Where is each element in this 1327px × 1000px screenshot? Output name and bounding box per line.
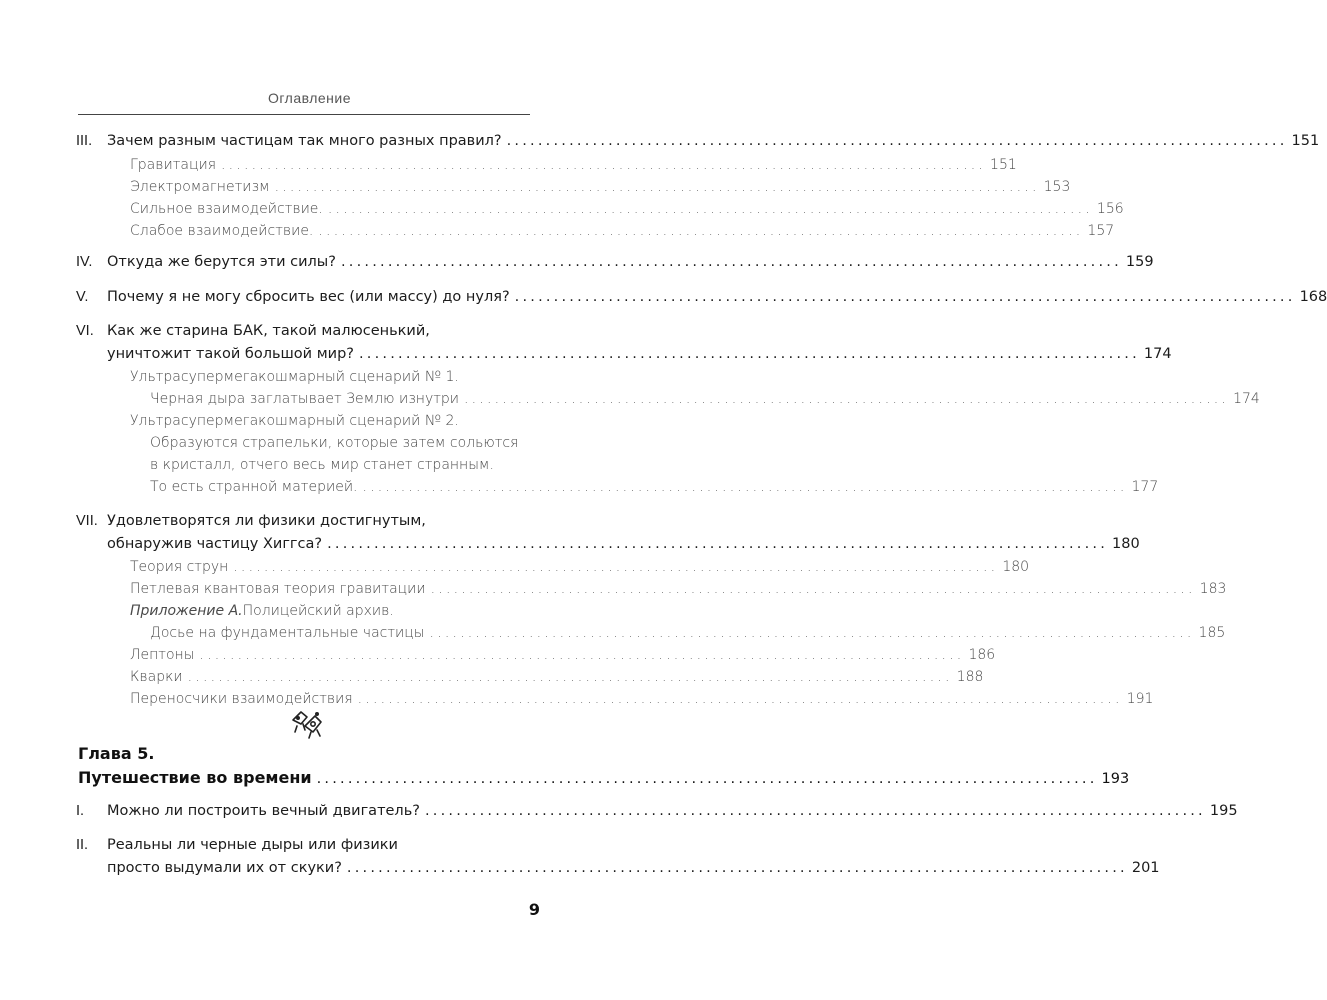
- entry-title: просто выдумали их от скуки?: [107, 860, 342, 876]
- entry-page: 151: [1291, 133, 1320, 149]
- subentry-page: 188: [956, 669, 984, 685]
- toc-entry-ch5-ii-continued[interactable]: [107, 857, 1160, 879]
- leader-dots: ....................................................................................................: [362, 479, 1128, 495]
- toc-subentry[interactable]: [130, 220, 1115, 242]
- toc-subentry[interactable]: [130, 688, 1154, 710]
- subentry-page: 186: [968, 647, 996, 663]
- leader-dots: ....................................................................................................: [464, 391, 1230, 407]
- subentry-page: 156: [1096, 201, 1124, 217]
- leader-dots: ....................................................................................................: [274, 179, 1040, 195]
- entry-title: обнаружив частицу Хиггса?: [107, 536, 323, 552]
- toc-subentry[interactable]: [130, 410, 530, 432]
- leader-dots: ....................................................................................................: [424, 803, 1206, 819]
- toc-entry-iii[interactable]: [76, 130, 1320, 152]
- toc-subentry[interactable]: [130, 600, 530, 622]
- leader-dots: ....................................................................................................: [233, 559, 999, 575]
- leader-dots: ....................................................................................................: [514, 289, 1296, 305]
- toc-subentry[interactable]: [130, 366, 530, 388]
- subentry-title: Образуются страпельки, которые затем сольются: [150, 435, 519, 451]
- toc-subentry[interactable]: [130, 666, 984, 688]
- entry-number: VI.: [76, 323, 94, 339]
- entry-title: Откуда же берутся эти силы?: [107, 254, 336, 270]
- subentry-title: в кристалл, отчего весь мир станет странным.: [150, 457, 494, 473]
- subentry-title: То есть странной материей.: [150, 479, 358, 495]
- leader-dots: ....................................................................................................: [199, 647, 965, 663]
- entry-title: Как же старина БАК, такой малюсенький,: [107, 323, 430, 339]
- toc-subentry[interactable]: [130, 176, 1071, 198]
- entry-title: Удовлетворятся ли физики достигнутым,: [107, 513, 426, 529]
- toc-entry-vii[interactable]: [76, 510, 530, 532]
- subentry-title: Лептоны: [130, 647, 195, 663]
- chapter-title: Путешествие во времени: [78, 768, 312, 787]
- toc-subentry[interactable]: [130, 578, 1227, 600]
- subentry-page: 183: [1199, 581, 1227, 597]
- entry-page: 195: [1209, 803, 1238, 819]
- subentry-title: Гравитация: [130, 157, 216, 173]
- subentry-title: Переносчики взаимодействия: [130, 691, 353, 707]
- toc-entry-vii-continued[interactable]: [107, 533, 1140, 555]
- leader-dots: ....................................................................................................: [327, 201, 1093, 217]
- subentry-page: 185: [1198, 625, 1226, 641]
- entry-page: 159: [1125, 254, 1154, 270]
- subentry-page: 153: [1043, 179, 1071, 195]
- subentry-title: Электромагнетизм: [130, 179, 270, 195]
- toc-subentry[interactable]: [130, 644, 996, 666]
- subentry-page: 157: [1087, 223, 1115, 239]
- entry-title: Зачем разным частицам так много разных правил?: [107, 133, 502, 149]
- entry-number: IV.: [76, 254, 93, 270]
- leader-dots: ....................................................................................................: [429, 625, 1195, 641]
- subentry-title: Петлевая квантовая теория гравитации: [130, 581, 426, 597]
- chapter-page: 193: [1101, 771, 1130, 787]
- subentry-page: 174: [1233, 391, 1260, 407]
- toc-entry-vi-continued[interactable]: [107, 343, 1172, 365]
- subentry-page: 191: [1126, 691, 1154, 707]
- toc-subentry[interactable]: [130, 556, 1030, 578]
- chapter-label: [78, 743, 530, 765]
- subentry-title: Полицейский архив.: [242, 603, 394, 619]
- entry-page: 174: [1143, 346, 1172, 362]
- chapter-number: Глава 5.: [78, 744, 155, 763]
- toc-subentry[interactable]: [130, 154, 1017, 176]
- running-header: Оглавление: [267, 90, 352, 106]
- subentry-page: 177: [1131, 479, 1159, 495]
- toc-entry-iv[interactable]: [76, 251, 1154, 273]
- subentry-title: Ультрасупермегакошмарный сценарий № 1.: [130, 369, 459, 385]
- page-number: 9: [528, 900, 540, 919]
- entry-title: Реальны ли черные дыры или физики: [107, 837, 398, 853]
- entry-number: VII.: [76, 513, 98, 529]
- leader-dots: ....................................................................................................: [327, 536, 1109, 552]
- toc-subentry[interactable]: [130, 198, 1124, 220]
- leader-dots: ....................................................................................................: [318, 223, 1084, 239]
- entry-page: 180: [1112, 536, 1140, 552]
- subentry-title: Ультрасупермегакошмарный сценарий № 2.: [130, 413, 459, 429]
- subentry-title: Сильное взаимодействие.: [130, 201, 323, 217]
- subentry-title: Черная дыра заглатывает Землю изнутри: [150, 391, 460, 407]
- subentry-title-italic: Приложение А.: [130, 603, 243, 619]
- entry-number: III.: [76, 133, 93, 149]
- toc-subentry[interactable]: [150, 622, 1226, 644]
- leader-dots: ....................................................................................................: [358, 346, 1140, 362]
- entry-number: I.: [76, 803, 85, 819]
- entry-page: 201: [1131, 860, 1160, 876]
- leader-dots: ....................................................................................................: [340, 254, 1122, 270]
- entry-page: 168: [1299, 289, 1327, 305]
- leader-dots: ....................................................................................................: [346, 860, 1128, 876]
- chapter-title-entry[interactable]: [78, 767, 1130, 789]
- leader-dots: ....................................................................................................: [357, 691, 1123, 707]
- toc-subentry[interactable]: [150, 476, 1159, 498]
- entry-title: уничтожит такой большой мир?: [107, 346, 354, 362]
- subentry-title: Кварки: [130, 669, 183, 685]
- tiny-figures-ornament-icon: [287, 702, 327, 742]
- subentry-title: Досье на фундаментальные частицы: [150, 625, 425, 641]
- toc-subentry[interactable]: [150, 454, 530, 476]
- subentry-title: Теория струн: [130, 559, 229, 575]
- subentry-title: Слабое взаимодействие.: [130, 223, 314, 239]
- toc-subentry[interactable]: [150, 388, 1260, 410]
- toc-entry-ch5-i[interactable]: [76, 800, 1238, 822]
- entry-title: Почему я не могу сбросить вес (или массу) до нуля?: [107, 289, 510, 305]
- subentry-page: 151: [990, 157, 1017, 173]
- leader-dots: ....................................................................................................: [316, 771, 1098, 787]
- entry-number: V.: [76, 289, 89, 305]
- entry-number: II.: [76, 837, 89, 853]
- leader-dots: ....................................................................................................: [187, 669, 953, 685]
- toc-entry-vi[interactable]: [76, 320, 530, 342]
- leader-dots: ....................................................................................................: [506, 133, 1288, 149]
- entry-title: Можно ли построить вечный двигатель?: [107, 803, 420, 819]
- leader-dots: ....................................................................................................: [221, 157, 987, 173]
- toc-entry-ch5-ii[interactable]: [76, 834, 530, 856]
- subentry-page: 180: [1002, 559, 1030, 575]
- leader-dots: ....................................................................................................: [430, 581, 1196, 597]
- toc-entry-v[interactable]: [76, 286, 1327, 308]
- toc-subentry[interactable]: [150, 432, 530, 454]
